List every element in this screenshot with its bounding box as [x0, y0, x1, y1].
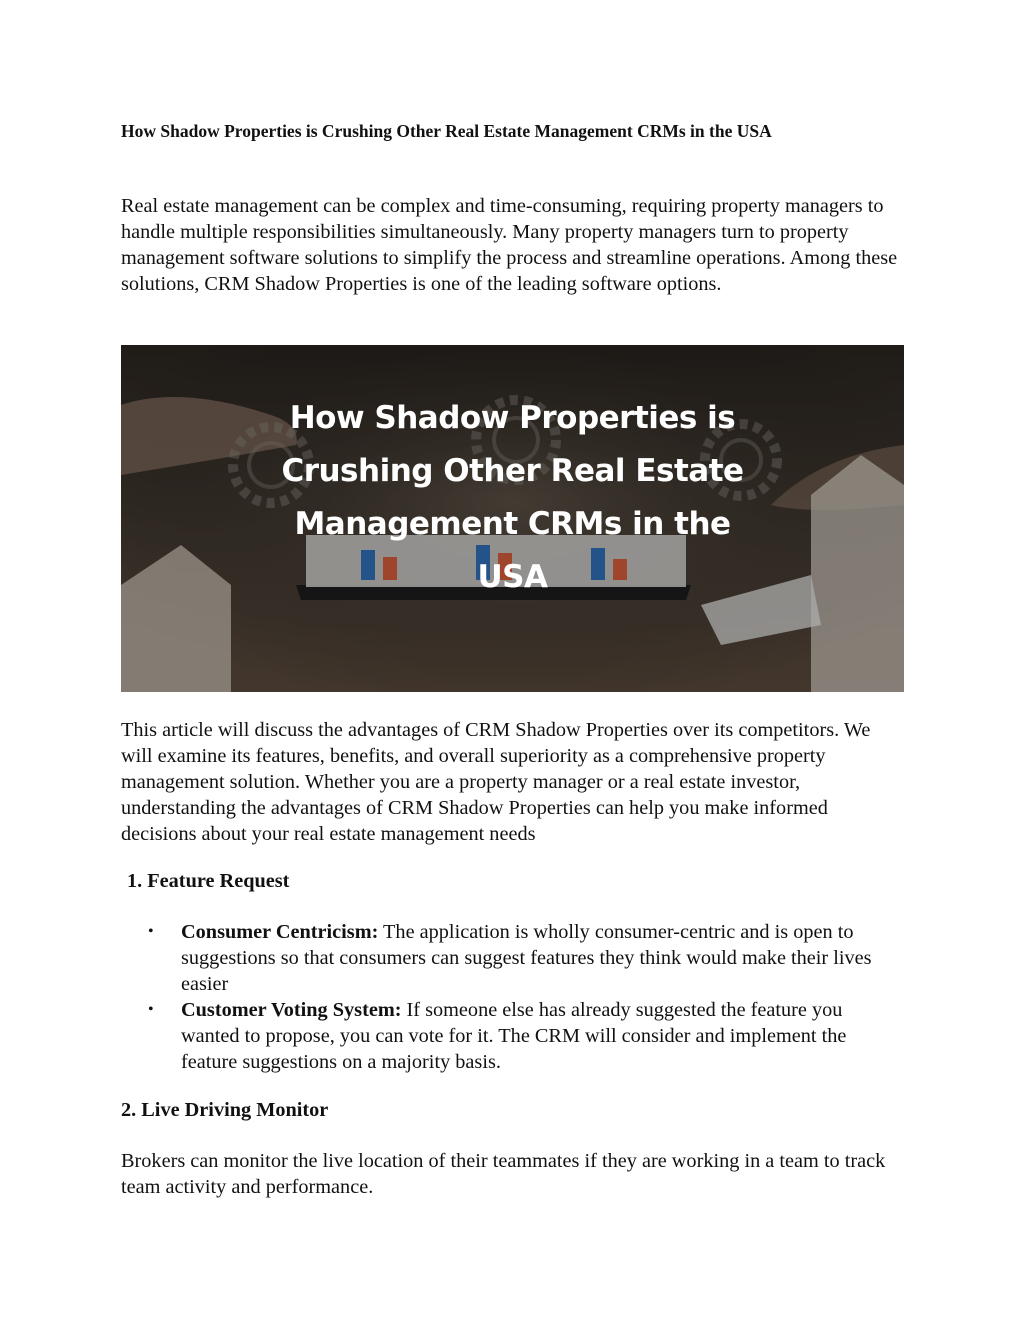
bullet-term: Consumer Centricism: [181, 921, 379, 943]
feature-bullet-list [121, 919, 906, 1075]
hero-caption [121, 392, 904, 604]
bullet-icon: • [148, 923, 154, 940]
intro-paragraph: Real estate management can be complex and time-consuming, requiring property managers to handle multiple responsibilities simultaneously. Many property managers turn to property management software solutions to simplify the process and streamline operations. Among these solutions, CRM Shadow Properties is one of the leading software options. [121, 195, 898, 295]
section-paragraph: Brokers can monitor the live location of their teammates if they are working in a team to track team activity and performance. [121, 1150, 886, 1198]
bullet-term: Customer Voting System: [181, 999, 402, 1021]
bullet-icon: • [148, 1001, 154, 1018]
bullet-text: The application is wholly consumer-centric and is open to suggestions so that consumers can suggest features they think would make their lives easier [181, 921, 872, 995]
bullet-text: If someone else has already suggested the feature you wanted to propose, you can vote for it. The CRM will consider and implement the feature suggestions on a majority basis. [181, 999, 847, 1073]
hero-caption-line: How Shadow Properties is [289, 400, 736, 436]
section-heading: 1. Feature Request [127, 870, 290, 892]
list-item [121, 919, 906, 997]
document-title: How Shadow Properties is Crushing Other Real Estate Management CRMs in the USA [121, 121, 772, 141]
hero-caption-line: USA [477, 559, 548, 595]
hero-caption-line: Management CRMs in the [294, 506, 731, 542]
list-item [121, 997, 906, 1075]
section-heading: 2. Live Driving Monitor [121, 1099, 329, 1121]
hero-caption-line: Crushing Other Real Estate [281, 453, 744, 489]
article-intro-paragraph: This article will discuss the advantages of CRM Shadow Properties over its competitors. We will examine its features, benefits, and overall superiority as a comprehensive property management solution. Whether you are a property manager or a real estate investor, understanding the advantages of CRM Shadow Properties can help you make informed decisions about your real estate management needs [121, 719, 871, 845]
